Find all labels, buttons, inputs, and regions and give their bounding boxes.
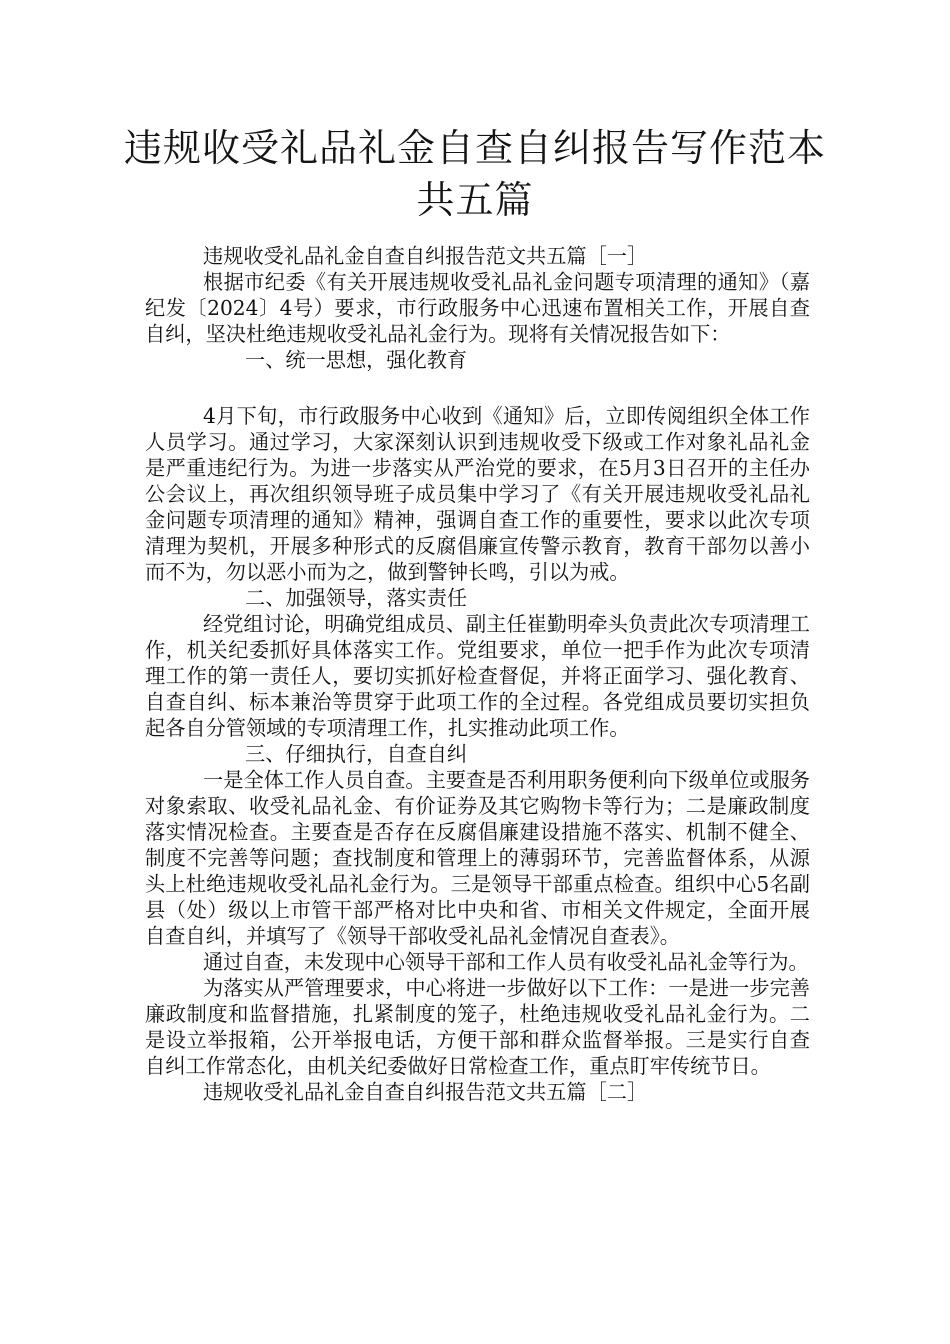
heading-2: 二、加强领导，落实责任 [245, 586, 468, 610]
section-one-title: 违规收受礼品礼金自查自纠报告范文共五篇［一］ [203, 244, 648, 268]
paragraph-2: 经党组讨论，明确党组成员、副主任崔勤明牵头负责此次专项清理工作，机关纪委抓好具体落实工作。党组要求，单位一把手作为此次专项清理工作的第一责任人，要切实抓好检查督促，并将正面学习、强化教育、自查自纠、标本兼治等贯穿于此项工作的全过程。各党组成员要切实担负起各自分管领域的专项清理工作，扎实推动此项工作。 [145, 612, 810, 740]
document-body [145, 243, 810, 1105]
heading-3: 三、仔细执行，自查自纠 [245, 742, 468, 766]
intro-paragraph: 根据市纪委《有关开展违规收受礼品礼金问题专项清理的通知》（嘉纪发〔2024〕4号）要求，市行政服务中心迅速布置相关工作，开展自查自纠，坚决杜绝违规收受礼品礼金行为。现将有关情况报告如下： [145, 270, 810, 346]
document-title [120, 122, 830, 226]
paragraph-5: 为落实从严管理要求，中心将进一步做好以下工作：一是进一步完善廉政制度和监督措施，扎紧制度的笼子，杜绝违规收受礼品礼金行为。二是设立举报箱，公开举报电话，方便干部和群众监督举报。三是实行自查自纠工作常态化，由机关纪委做好日常检查工作，重点盯牢传统节日。 [145, 976, 810, 1078]
paragraph-1: 4月下旬，市行政服务中心收到《通知》后，立即传阅组织全体工作人员学习。通过学习，大家深刻认识到违规收受下级或工作对象礼品礼金是严重违纪行为。为进一步落实从严治党的要求，在5月3日召开的主任办公会议上，再次组织领导班子成员集中学习了《有关开展违规收受礼品礼金问题专项清理的通知》精神，强调自查工作的重要性，要求以此次专项清理为契机，开展多种形式的反腐倡廉宣传警示教育，教育干部勿以善小而不为，勿以恶小而为之，做到警钟长鸣，引以为戒。 [145, 404, 810, 584]
paragraph-4: 通过自查，未发现中心领导干部和工作人员有收受礼品礼金等行为。 [203, 950, 809, 974]
heading-1: 一、统一思想，强化教育 [245, 348, 468, 372]
title-line-1: 违规收受礼品礼金自查自纠报告写作范本 [123, 126, 826, 170]
section-two-title: 违规收受礼品礼金自查自纠报告范文共五篇［二］ [203, 1080, 648, 1104]
title-line-2: 共五篇 [416, 178, 534, 222]
blank-line [145, 373, 810, 399]
paragraph-3: 一是全体工作人员自查。主要查是否利用职务便利向下级单位或服务对象索取、收受礼品礼金、有价证券及其它购物卡等行为；二是廉政制度落实情况检查。主要查是否存在反腐倡廉建设措施不落实、机制不健全、制度不完善等问题；查找制度和管理上的薄弱环节，完善监督体系，从源头上杜绝违规收受礼品礼金行为。三是领导干部重点检查。组织中心5名副县（处）级以上市管干部严格对比中央和省、市相关文件规定，全面开展自查自纠，并填写了《领导干部收受礼品礼金情况自查表》。 [145, 768, 810, 948]
